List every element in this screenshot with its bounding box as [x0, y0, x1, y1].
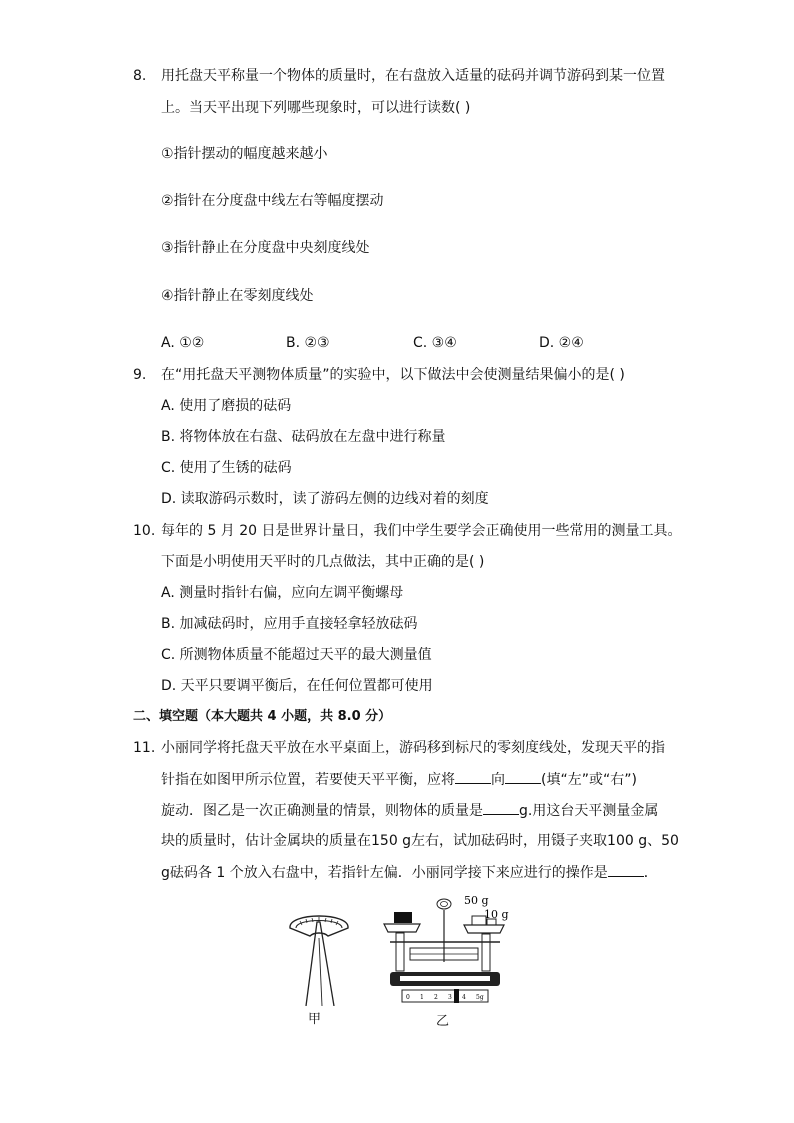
q11-line5-text-a: g砝码各 1 个放入右盘中，若指针左偏．小丽同学接下来应进行的操作是: [161, 865, 608, 881]
q10-option-c[interactable]: C. 所测物体质量不能超过天平的最大测量值: [161, 647, 432, 663]
q11-blank-3[interactable]: [483, 800, 519, 815]
q8-stem-line2: 上。当天平出现下列哪些现象时，可以进行读数( ): [161, 100, 471, 116]
q9-stem: 在“用托盘天平测物体质量”的实验中，以下做法中会使测量结果偏小的是( ): [161, 367, 625, 383]
q8-option-a[interactable]: A. ①②: [161, 335, 205, 351]
q11-line3: [161, 800, 658, 821]
q10-stem-line1: 每年的 5 月 20 日是世界计量日，我们中学生要学会正确使用一些常用的测量工具。: [161, 523, 682, 539]
rider-slider: [454, 989, 459, 1003]
q9-option-d[interactable]: D. 读取游码示数时，读了游码左侧的边线对着的刻度: [161, 491, 489, 507]
object-on-left-pan: [394, 912, 412, 923]
scale-tick-4: 4: [462, 994, 466, 1001]
label-50g: 50 g: [464, 894, 489, 907]
q9-number: 9.: [133, 367, 147, 383]
q9-option-b[interactable]: B. 将物体放在右盘、砝码放在左盘中进行称量: [161, 429, 446, 445]
q8-item-4: ④指针静止在零刻度线处: [161, 288, 314, 304]
q8-item-2: ②指针在分度盘中线左右等幅度摆动: [161, 193, 384, 209]
section-heading-fill-in: 二、填空题（本大题共 4 小题，共 8.0 分）: [133, 709, 392, 724]
q11-line4: 块的质量时，估计金属块的质量在150 g左右，试加砝码时，用镊子夹取100 g、50: [161, 833, 679, 849]
q11-line2-text-a: 针指在如图甲所示位置，若要使天平平衡，应将: [161, 772, 455, 788]
q11-line2-text-b: 向: [491, 772, 505, 788]
figure-b-label: 乙: [436, 1014, 450, 1029]
q11-line2-text-c: (填“左”或“右”): [541, 772, 637, 788]
q11-line5: [161, 862, 658, 883]
q8-item-1: ①指针摆动的幅度越来越小: [161, 146, 328, 162]
q8-stem-line1: 用托盘天平称量一个物体的质量时，在右盘放入适量的砝码并调节游码到某一位置: [161, 68, 665, 84]
q11-line5-text-b: ．: [643, 865, 658, 881]
q8-item-3: ③指针静止在分度盘中央刻度线处: [161, 240, 370, 256]
scale-tick-3: 3: [448, 994, 452, 1001]
label-10g: 10 g: [484, 908, 509, 921]
q11-line2: [161, 769, 637, 790]
q8-option-b[interactable]: B. ②③: [286, 335, 330, 351]
scale-tick-0: 0: [406, 994, 410, 1001]
q11-blank-4[interactable]: [608, 862, 644, 877]
scale-tick-5: 5g: [476, 994, 484, 1001]
q11-line3-text-a: 旋动．图乙是一次正确测量的情景，则物体的质量是: [161, 803, 483, 819]
figure-a-label: 甲: [308, 1012, 322, 1027]
q10-option-d[interactable]: D. 天平只要调平衡后，在任何位置都可使用: [161, 678, 433, 694]
q11-line3-text-b: g.用这台天平测量金属: [519, 803, 659, 819]
q9-option-a[interactable]: A. 使用了磨损的砝码: [161, 398, 292, 414]
figure-b-balance: [380, 892, 512, 1010]
q10-option-b[interactable]: B. 加减砝码时，应用手直接轻拿轻放砝码: [161, 616, 418, 632]
q9-option-c[interactable]: C. 使用了生锈的砝码: [161, 460, 292, 476]
q10-option-a[interactable]: A. 测量时指针右偏，应向左调平衡螺母: [161, 585, 404, 601]
dial-ticks: [300, 917, 338, 925]
q11-blank-1[interactable]: [455, 769, 491, 784]
left-pan: [384, 924, 420, 932]
right-pan: [464, 925, 504, 933]
top-dial: [437, 899, 451, 909]
scale-tick-1: 1: [420, 994, 424, 1001]
q10-stem-line2: 下面是小明使用天平时的几点做法，其中正确的是( ): [161, 554, 485, 570]
q10-number: 10.: [133, 523, 156, 539]
left-column: [396, 933, 404, 971]
q8-option-d[interactable]: D. ②④: [539, 335, 584, 351]
q8-number: 8.: [133, 68, 147, 84]
figure-a-pointer-dial: [284, 898, 356, 1006]
q11-number: 11.: [133, 740, 156, 756]
scale-tick-2: 2: [434, 994, 438, 1001]
right-column: [482, 934, 490, 971]
q11-line1: 小丽同学将托盘天平放在水平桌面上，游码移到标尺的零刻度线处，发现天平的指: [161, 740, 665, 756]
q8-option-c[interactable]: C. ③④: [413, 335, 457, 351]
q11-blank-2[interactable]: [505, 769, 541, 784]
